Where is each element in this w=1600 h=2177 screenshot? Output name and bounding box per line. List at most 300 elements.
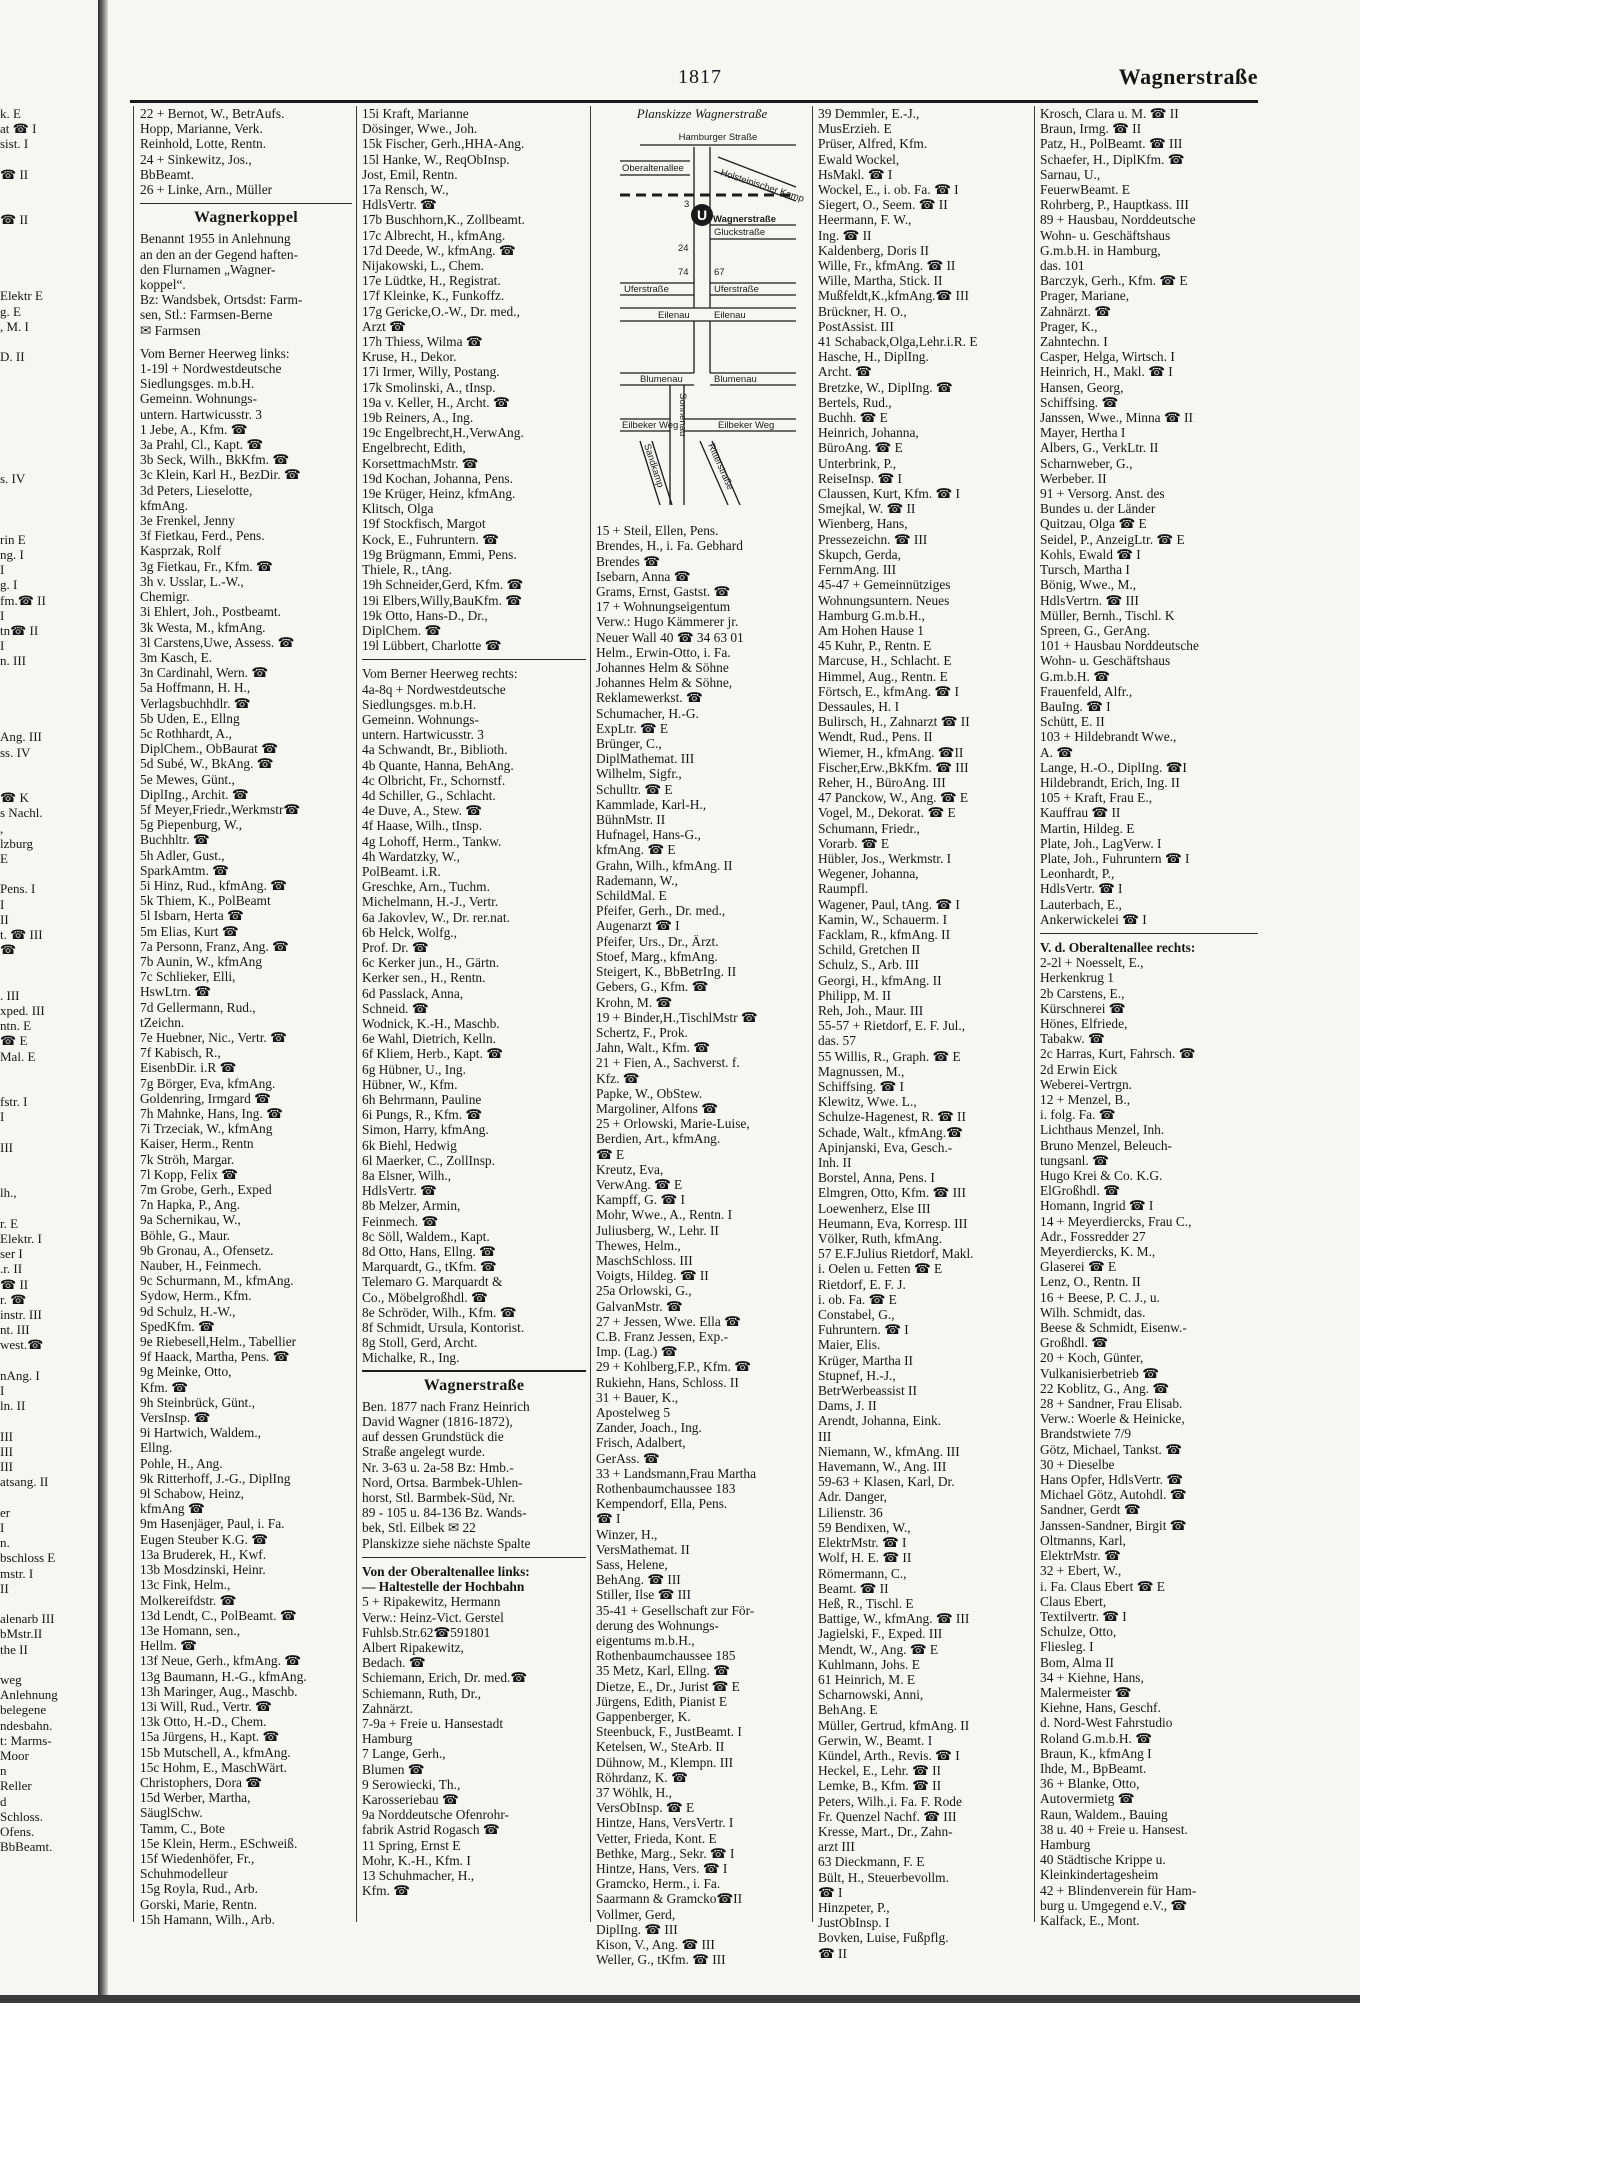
directory-entry: Hufnagel, Hans-G.,: [596, 827, 701, 843]
directory-entry: Inh. II: [818, 1155, 852, 1171]
directory-entry: Kreutz, Eva,: [596, 1161, 664, 1177]
directory-entry: 19g Brügmann, Emmi, Pens.: [362, 546, 517, 562]
directory-entry: Braun, K., kfmAng I: [1040, 1745, 1152, 1761]
fragment-line: ,: [0, 820, 4, 836]
directory-entry: Adr., Fossredder 27: [1040, 1228, 1146, 1244]
directory-entry: 3d Peters, Lieselotte,: [140, 482, 253, 498]
sketch-label-oberaltenallee: Oberaltenallee: [622, 163, 684, 175]
fragment-line: [0, 486, 95, 501]
directory-entry: ☎ I: [596, 1511, 621, 1527]
directory-entry: 8f Schmidt, Ursula, Kontorist.: [362, 1320, 525, 1336]
directory-entry: 17g Gericke,O.-W., Dr. med.,: [362, 303, 520, 319]
fragment-line: ng. I: [0, 546, 24, 562]
fragment-line: [0, 258, 95, 273]
directory-entry: Arzt ☎: [362, 318, 406, 334]
directory-entry: Wodnick, K.-H., Maschb.: [362, 1015, 500, 1031]
directory-entry: 7f Kabisch, R.,: [140, 1045, 221, 1061]
directory-entry: 7n Hapka, P., Ang.: [140, 1197, 241, 1213]
street-heading-wagnerstrasse: Wagnerstraße: [423, 1376, 525, 1394]
sketch-label-sandkamp: Sandkamp: [641, 442, 666, 490]
directory-entry: 6f Kliem, Herb., Kapt. ☎: [362, 1046, 503, 1062]
directory-entry: Müller, Bernh., Tischl. K: [1040, 607, 1175, 623]
directory-entry: Johannes Helm & Söhne: [596, 660, 729, 676]
intro-line: an den an der Gegend haften-: [140, 246, 299, 262]
directory-entry: Fuhlsb.Str.62☎591801: [362, 1624, 491, 1640]
directory-entry: Rademann, W.,: [596, 872, 678, 888]
subsection-label: — Haltestelle der Hochbahn: [362, 1579, 525, 1595]
fragment-line: Moor: [0, 1747, 29, 1763]
directory-entry: 9g Meinke, Otto,: [140, 1364, 232, 1380]
fragment-line: belegene: [0, 1702, 47, 1718]
fragment-line: I: [0, 1109, 5, 1125]
directory-entry: 19b Reiners, A., Ing.: [362, 410, 474, 426]
directory-entry: 6e Wahl, Dietrich, Kelln.: [362, 1031, 497, 1047]
directory-entry: 61 Heinrich, M. E: [818, 1671, 916, 1687]
directory-entry: Buchh. ☎ E: [818, 410, 888, 426]
directory-entry: 9c Schurmann, M., kfmAng.: [140, 1273, 294, 1289]
fragment-line: [0, 273, 95, 288]
directory-entry: 15e Klein, Herm., ESchweiß.: [140, 1835, 298, 1851]
entry-list: [140, 361, 352, 1927]
fragment-line: fstr. I: [0, 1094, 28, 1110]
directory-entry: 32 + Ebert, W.,: [1040, 1563, 1122, 1579]
directory-entry: Martin, Hildeg. E: [1040, 820, 1135, 836]
directory-entry: Kempendorf, Ella, Pens.: [596, 1496, 728, 1512]
directory-entry: 9d Schulz, H.-W.,: [140, 1303, 236, 1319]
sketch-label-ritterstrasse: Ritterstraße: [705, 441, 736, 492]
sketch-label-eilbeker-weg-right: Eilbeker Weg: [718, 420, 775, 432]
directory-entry: 19f Stockfisch, Margot: [362, 516, 486, 532]
wagnerstrasse-lower-lines: [694, 321, 710, 373]
directory-entry: Kock, E., Fuhruntern. ☎: [362, 531, 499, 547]
directory-entry: 11 Spring, Ernst E: [362, 1837, 461, 1853]
sketch-label-hamburger: Hamburger Straße: [678, 132, 758, 144]
directory-entry: HdlsVertr. ☎ I: [1040, 881, 1123, 897]
directory-entry: ElektrMstr. ☎: [1040, 1548, 1121, 1564]
entry-list: [362, 106, 586, 653]
directory-entry: Kalfack, E., Mont.: [1040, 1912, 1140, 1928]
directory-entry: 6d Passlack, Anna,: [362, 985, 464, 1001]
directory-entry: Margoliner, Alfons ☎: [596, 1100, 718, 1116]
fragment-line: Ang. III: [0, 729, 42, 745]
fragment-line: ☎ II: [0, 212, 29, 228]
directory-entry: 15 + Steil, Ellen, Pens.: [596, 523, 719, 539]
directory-entry: Kuhlmann, Johs. E: [818, 1656, 920, 1672]
directory-entry: Ihde, M., BpBeamt.: [1040, 1760, 1147, 1776]
intro-line: auf dessen Grundstück die: [362, 1429, 504, 1445]
running-head-street: Wagnerstraße: [1118, 64, 1258, 89]
directory-entry: 2-2l + Noesselt, E.,: [1040, 955, 1144, 971]
directory-entry: Zahnärzt. ☎: [1040, 303, 1111, 319]
directory-entry: 35-41 + Gesellschaft zur För-: [596, 1602, 755, 1618]
directory-entry: Römermann, C.,: [818, 1565, 907, 1581]
directory-entry: 19i Elbers,Willy,BauKfm. ☎: [362, 592, 522, 608]
directory-entry: Kamin, W., Schauerm. I: [818, 911, 948, 927]
directory-entry: Kaldenberg, Doris II: [818, 242, 929, 258]
entry-list: [362, 1594, 586, 1898]
directory-entry: Reinhold, Lotte, Rentn.: [140, 136, 267, 152]
street-plan-sketch: [600, 123, 804, 523]
directory-entry: ElGroßhdl. ☎: [1040, 1183, 1120, 1199]
fragment-line: ☎ II: [0, 166, 29, 182]
directory-entry: 19h Schneider,Gerd, Kfm. ☎: [362, 577, 524, 593]
directory-entry: DiplChem., ObBaurat ☎: [140, 741, 278, 757]
directory-entry: Dessaules, H. I: [818, 698, 900, 714]
column-rule: [812, 106, 813, 1922]
sketch-label-gluckstrasse: Gluckstraße: [714, 227, 766, 239]
directory-entry: Constabel, G.,: [818, 1307, 895, 1323]
directory-entry: Hellm. ☎: [140, 1638, 197, 1654]
directory-entry: 13k Otto, H.-D., Chem.: [140, 1714, 267, 1730]
directory-entry: Bönig, Wwe., M.,: [1040, 577, 1137, 593]
directory-entry: Mußfeldt,K.,kfmAng.☎ III: [818, 288, 969, 304]
directory-entry: 31 + Bauer, K.,: [596, 1389, 679, 1405]
directory-entry: 7 Lange, Gerh.,: [362, 1746, 446, 1762]
directory-entry: 7c Schlieker, Elli,: [140, 969, 236, 985]
directory-entry: DiplIng., Archit. ☎: [140, 786, 249, 802]
column-2: [362, 106, 586, 1906]
fragment-line: ser I: [0, 1246, 23, 1262]
directory-entry: 5e Mewes, Günt.,: [140, 771, 235, 787]
fragment-line: Reller: [0, 1778, 32, 1794]
directory-entry: Heinrich, H., Makl. ☎ I: [1040, 364, 1173, 380]
fragment-line: k. E: [0, 106, 21, 121]
directory-entry: Simon, Harry, kfmAng.: [362, 1122, 489, 1138]
intro-line: den Flurnamen „Wagner-: [140, 261, 276, 277]
directory-entry: Michalke, R., Ing.: [362, 1350, 460, 1366]
intro-line: Straße angelegt wurde.: [362, 1444, 486, 1460]
directory-entry: untern. Hartwicusstr. 3: [362, 727, 484, 743]
directory-entry: Plate, Joh., Fuhruntern ☎ I: [1040, 850, 1190, 866]
fragment-line: g. E: [0, 303, 21, 319]
directory-entry: Raumpfl.: [818, 881, 869, 897]
intro-line: Ben. 1877 nach Franz Heinrich: [362, 1398, 530, 1414]
sketch-label-holsteinischer-kamp: Holsteinischer Kamp: [719, 167, 806, 205]
directory-entry: Kfz. ☎: [596, 1070, 640, 1086]
directory-entry: 3f Fietkau, Ferd., Pens.: [140, 528, 265, 544]
directory-entry: 9a Norddeutsche Ofenrohr-: [362, 1807, 509, 1823]
directory-entry: Zahntechn. I: [1040, 334, 1108, 350]
directory-entry: kfmAng.: [140, 497, 188, 513]
directory-entry: Homann, Ingrid ☎ I: [1040, 1198, 1154, 1214]
directory-entry: ReiseInsp. ☎ I: [818, 470, 902, 486]
directory-entry: Wienberg, Hans,: [818, 516, 908, 532]
directory-entry: Marquardt, G., tKfm. ☎: [362, 1259, 497, 1275]
directory-entry: Claussen, Kurt, Kfm. ☎ I: [818, 486, 961, 502]
street-intro: [362, 1399, 586, 1551]
directory-entry: HdlsVertrn. ☎ III: [1040, 592, 1139, 608]
directory-entry: A. ☎: [1040, 744, 1074, 760]
fragment-line: rin E: [0, 531, 26, 547]
fragment-line: ln. II: [0, 1398, 26, 1414]
intro-line: ✉ Farmsen: [140, 322, 201, 338]
section-rule: [1040, 933, 1258, 934]
directory-entry: Saarmann & Gramcko☎II: [596, 1891, 743, 1907]
directory-entry: 19c Engelbrecht,H.,VerwAng.: [362, 425, 524, 441]
directory-entry: Johannes Helm & Söhne,: [596, 675, 733, 691]
directory-entry: G.m.b.H. ☎: [1040, 668, 1110, 684]
directory-entry: Braun, Irmg. ☎ II: [1040, 121, 1142, 137]
directory-entry: 2d Erwin Eick: [1040, 1061, 1118, 1077]
directory-entry: Steigert, K., BbBetrIng. II: [596, 964, 737, 980]
directory-entry: Pfeifer, Gerh., Dr. med.,: [596, 903, 726, 919]
directory-entry: FeuerwBeamt. E: [1040, 182, 1130, 198]
directory-entry: 7b Aunin, W., kfmAng: [140, 953, 263, 969]
directory-entry: Heumann, Eva, Korresp. III: [818, 1215, 968, 1231]
directory-entry: Schiemann, Ruth, Dr.,: [362, 1685, 482, 1701]
directory-entry: das. 57: [818, 1033, 856, 1049]
directory-entry: Kaiser, Herm., Rentn: [140, 1136, 254, 1152]
directory-entry: 6b Helck, Wolfg.,: [362, 924, 457, 940]
directory-entry: 6i Pungs, R., Kfm. ☎: [362, 1107, 483, 1123]
directory-entry: Herkenkrug 1: [1040, 970, 1114, 986]
directory-entry: Prager, K.,: [1040, 318, 1098, 334]
fragment-line: atsang. II: [0, 1474, 49, 1490]
directory-entry: Seidel, P., AnzeigLtr. ☎ E: [1040, 531, 1185, 547]
directory-entry: 6h Behrmann, Pauline: [362, 1092, 482, 1107]
directory-entry: 3m Kasch, E.: [140, 649, 213, 665]
directory-entry: 19e Krüger, Heinz, kfmAng.: [362, 486, 516, 502]
directory-entry: Jagielski, F., Exped. III: [818, 1626, 943, 1642]
directory-entry: Hübler, Jos., Werkmstr. I: [818, 850, 952, 866]
directory-entry: Telemaro G. Marquardt &: [362, 1274, 503, 1290]
directory-entry: 7l Kopp, Felix ☎: [140, 1166, 238, 1182]
directory-entry: BauIng. ☎ I: [1040, 698, 1111, 714]
street-heading-wagnerkoppel: Wagnerkoppel: [193, 209, 299, 227]
directory-entry: Meyerdiercks, K. M.,: [1040, 1244, 1156, 1260]
directory-entry: i. Oelen u. Fetten ☎ E: [818, 1261, 943, 1277]
directory-entry: 8e Schröder, Wilh., Kfm. ☎: [362, 1304, 517, 1320]
directory-entry: 15f Wiedenhöfer, Fr.,: [140, 1850, 255, 1866]
directory-entry: ☎ I: [818, 1884, 843, 1900]
section-rule: [362, 659, 586, 660]
directory-entry: GalvanMstr. ☎: [596, 1298, 683, 1314]
directory-entry: Lauterbach, E.,: [1040, 896, 1122, 912]
intro-line: Benannt 1955 in Anlehnung: [140, 231, 291, 247]
entry-list: [818, 106, 1030, 1961]
fragment-line: [0, 380, 95, 395]
directory-entry: Hübner, W., Kfm.: [362, 1076, 458, 1092]
directory-entry: Mayer, Hertha I: [1040, 425, 1126, 441]
intro-line: sen, Stl.: Farmsen-Berne: [140, 307, 273, 323]
directory-entry: Sarnau, U.,: [1040, 166, 1101, 182]
directory-entry: 28 + Sandner, Frau Elisab.: [1040, 1396, 1183, 1412]
fragment-line: [0, 1596, 95, 1611]
directory-entry: Siedlungsges. m.b.H.: [140, 376, 255, 392]
directory-entry: 9a Schernikau, W.,: [140, 1212, 241, 1228]
fragment-line: .r. II: [0, 1261, 23, 1277]
column-rule: [1034, 106, 1035, 1922]
directory-entry: 5i Hinz, Rud., kfmAng. ☎: [140, 877, 287, 893]
directory-entry: 3k Westa, M., kfmAng.: [140, 619, 266, 635]
directory-entry: Rukiehn, Hans, Schloss. II: [596, 1374, 739, 1390]
directory-entry: Hamburg G.m.b.H.,: [818, 607, 925, 623]
directory-entry: Prager, Mariane,: [1040, 288, 1130, 304]
directory-entry: 45-47 + Gemeinnütziges: [818, 577, 951, 593]
directory-entry: Schulz, S., Arb. III: [818, 957, 919, 973]
directory-entry: tZeichn.: [140, 1014, 185, 1030]
directory-entry: Fr. Quenzel Nachf. ☎ III: [818, 1808, 957, 1824]
fragment-line: [0, 516, 95, 531]
directory-entry: Bretzke, W., DiplIng. ☎: [818, 379, 953, 395]
directory-entry: Stoef, Marg., kfmAng.: [596, 948, 718, 964]
directory-entry: Kfm. ☎: [140, 1379, 188, 1395]
directory-entry: 14 + Meyerdiercks, Frau C.,: [1040, 1213, 1192, 1229]
fragment-line: Ofens.: [0, 1823, 35, 1839]
directory-entry: Bovken, Luise, Fußpflg.: [818, 1930, 949, 1946]
directory-entry: 57 E.F.Julius Rietdorf, Makl.: [818, 1246, 974, 1262]
directory-entry: Heß, R., Tischl. E: [818, 1595, 914, 1611]
directory-entry: Mohr, K.-H., Kfm. I: [362, 1852, 471, 1868]
fragment-line: t: Marms-: [0, 1732, 52, 1748]
directory-entry: Feinmech. ☎: [362, 1213, 439, 1229]
directory-entry: Spreen, G., GerAng.: [1040, 622, 1151, 638]
sketch-number-74: 74: [678, 267, 689, 279]
directory-entry: Hintze, Hans, Vers. ☎ I: [596, 1861, 728, 1877]
sketch-label-eilbeker-weg-left: Eilbeker Weg: [622, 420, 679, 432]
directory-entry: 5k Thiem, K., PolBeamt: [140, 893, 271, 909]
column-rule: [590, 106, 591, 1922]
directory-entry: Jahn, Walt., Kfm. ☎: [596, 1040, 710, 1056]
directory-entry: Dösinger, Wwe., Joh.: [362, 121, 478, 137]
directory-entry: Fuhruntern. ☎ I: [818, 1322, 909, 1338]
directory-entry: Skupch, Gerda,: [818, 546, 901, 562]
directory-entry: Frisch, Adalbert,: [596, 1435, 686, 1451]
directory-entry: Unterbrink, P.,: [818, 455, 897, 471]
fragment-line: III: [0, 1428, 13, 1444]
fragment-line: ☎ II: [0, 1276, 29, 1292]
directory-entry: 36 + Blanke, Otto,: [1040, 1776, 1140, 1792]
directory-entry: fabrik Astrid Rogasch ☎: [362, 1822, 500, 1838]
directory-entry: 9f Haack, Martha, Pens. ☎: [140, 1349, 290, 1365]
directory-entry: 7-9a + Freie u. Hansestadt: [362, 1715, 504, 1731]
fragment-line: nAng. I: [0, 1367, 40, 1383]
directory-entry: Isebarn, Anna ☎: [596, 568, 691, 584]
directory-entry: 13i Will, Rud., Vertr. ☎: [140, 1698, 272, 1714]
directory-entry: 34 + Kiehne, Hans,: [1040, 1669, 1144, 1685]
fragment-line: ndesbahn.: [0, 1717, 53, 1733]
directory-entry: 19a v. Keller, H., Archt. ☎: [362, 394, 510, 410]
directory-entry: Bült, H., Steuerbevollm.: [818, 1869, 949, 1885]
section-label: Von der Oberaltenallee links:: [362, 1563, 530, 1579]
directory-entry: Helm., Erwin-Otto, i. Fa.: [596, 644, 731, 660]
directory-entry: Papke, W., ObStew.: [596, 1085, 703, 1101]
fragment-line: [0, 410, 95, 425]
fragment-line: ntn. E: [0, 1018, 32, 1034]
directory-entry: 1 Jebe, A., Kfm. ☎: [140, 421, 248, 437]
directory-entry: VerwAng. ☎ E: [596, 1176, 683, 1192]
directory-entry: Kresse, Mart., Dr., Zahn-: [818, 1823, 953, 1839]
fragment-line: [0, 1353, 95, 1368]
intro-line: 89 - 105 u. 84-136 Bz. Wands-: [362, 1505, 527, 1521]
fragment-line: I: [0, 1383, 5, 1399]
directory-entry: 4b Quante, Hanna, BehAng.: [362, 757, 514, 773]
directory-entry: Wockel, E., i. ob. Fa. ☎ I: [818, 182, 959, 198]
directory-entry: Nauber, H., Feinmech.: [140, 1258, 262, 1274]
directory-entry: Autovermietg ☎: [1040, 1791, 1135, 1807]
directory-entry: Kampff, G. ☎ I: [596, 1192, 685, 1208]
directory-entry: 5l Isbarn, Herta ☎: [140, 908, 244, 924]
fragment-line: I: [0, 1519, 5, 1535]
directory-entry: Hinzpeter, P.,: [818, 1899, 890, 1915]
directory-entry: Michael Götz, Autohdl. ☎: [1040, 1487, 1187, 1503]
directory-entry: Leonhardt, P.,: [1040, 866, 1115, 882]
directory-entry: Hansen, Georg,: [1040, 379, 1124, 395]
directory-entry: Pohle, H., Ang.: [140, 1455, 223, 1471]
directory-entry: Wohn- u. Geschäftshaus: [1040, 227, 1171, 243]
directory-entry: 17f Kleinke, K., Funkoffz.: [362, 288, 505, 304]
header-rule: [130, 100, 1258, 103]
directory-entry: 9b Gronau, A., Ofensetz.: [140, 1242, 274, 1258]
sketch-number-24: 24: [678, 243, 689, 255]
fragment-line: [0, 182, 95, 197]
directory-entry: 9h Steinbrück, Günt.,: [140, 1394, 255, 1410]
directory-entry: Klitsch, Olga: [362, 501, 434, 517]
directory-entry: 37 Wöhlk, H.,: [596, 1785, 673, 1801]
directory-entry: 15a Jürgens, H., Kapt. ☎: [140, 1729, 280, 1745]
directory-entry: 29 + Kohlberg,F.P., Kfm. ☎: [596, 1359, 751, 1375]
directory-entry: Textilvertr. ☎ I: [1040, 1608, 1127, 1624]
fragment-line: . III: [0, 987, 20, 1003]
directory-entry: 25 + Orlowski, Marie-Luise,: [596, 1116, 750, 1132]
directory-entry: 13d Lendt, C., PolBeamt. ☎: [140, 1607, 297, 1623]
directory-entry: Vorarb. ☎ E: [818, 835, 890, 851]
directory-entry: Adr. Danger,: [818, 1489, 887, 1505]
directory-entry: 91 + Versorg. Anst. des: [1040, 486, 1165, 502]
fragment-line: Pens. I: [0, 881, 36, 897]
fragment-line: [0, 364, 95, 379]
directory-entry: Rothenbaumchaussee 183: [596, 1481, 736, 1496]
fragment-line: [0, 1064, 95, 1079]
directory-entry: 7d Gellermann, Rud.,: [140, 999, 256, 1015]
directory-entry: Fischer,Erw.,BkKfm. ☎ III: [818, 759, 969, 775]
fragment-line: [0, 425, 95, 440]
directory-entry: 1-19l + Nordwestdeutsche: [140, 361, 282, 377]
directory-entry: MusErzieh. E: [818, 121, 892, 137]
fragment-line: xped. III: [0, 1002, 45, 1018]
section-label: V. d. Oberaltenallee rechts:: [1040, 939, 1196, 955]
directory-entry: Schulltr. ☎ E: [596, 781, 673, 797]
directory-entry: Müller, Gertrud, kfmAng. II: [818, 1717, 970, 1733]
directory-entry: 5m Elias, Kurt ☎: [140, 923, 239, 939]
directory-entry: 4h Wardatzky, W.,: [362, 848, 460, 864]
directory-entry: Wegener, Johanna,: [818, 866, 919, 882]
directory-entry: Kruse, H., Dekor.: [362, 349, 457, 365]
directory-entry: 7i Trzeciak, W., kfmAng: [140, 1121, 273, 1137]
directory-entry: Am Hohen Hause 1: [818, 622, 924, 638]
directory-entry: 7e Huebner, Nic., Vertr. ☎: [140, 1029, 287, 1045]
directory-entry: Schumann, Friedr.,: [818, 820, 920, 836]
directory-entry: derung des Wohnungs-: [596, 1617, 719, 1633]
directory-entry: Battige, W., kfmAng. ☎ III: [818, 1611, 970, 1627]
directory-entry: ExpLtr. ☎ E: [596, 720, 669, 736]
directory-entry: Eugen Steuber K.G. ☎: [140, 1531, 268, 1547]
directory-entry: 5c Rothhardt, A.,: [140, 725, 232, 741]
sketch-label-sonnenau: Sonnenau: [677, 393, 688, 437]
directory-entry: 5b Uden, E., Ellng: [140, 710, 240, 726]
directory-entry: Glaserei ☎ E: [1040, 1259, 1117, 1275]
directory-entry: Hopp, Marianne, Verk.: [140, 121, 263, 137]
directory-entry: i. folg. Fa. ☎: [1040, 1107, 1116, 1123]
directory-entry: Thiele, R., tAng.: [362, 562, 453, 578]
directory-entry: Kison, V., Ang. ☎ III: [596, 1937, 715, 1953]
directory-entry: 5 + Ripakewitz, Hermann: [362, 1594, 501, 1610]
directory-entry: Zahnärzt.: [362, 1700, 413, 1716]
directory-entry: 9 Serowiecki, Th.,: [362, 1776, 461, 1792]
directory-entry: Beese & Schmidt, Eisenw.-: [1040, 1320, 1187, 1336]
directory-entry: 25a Orlowski, G.,: [596, 1283, 692, 1299]
fragment-line: g. I: [0, 577, 18, 593]
